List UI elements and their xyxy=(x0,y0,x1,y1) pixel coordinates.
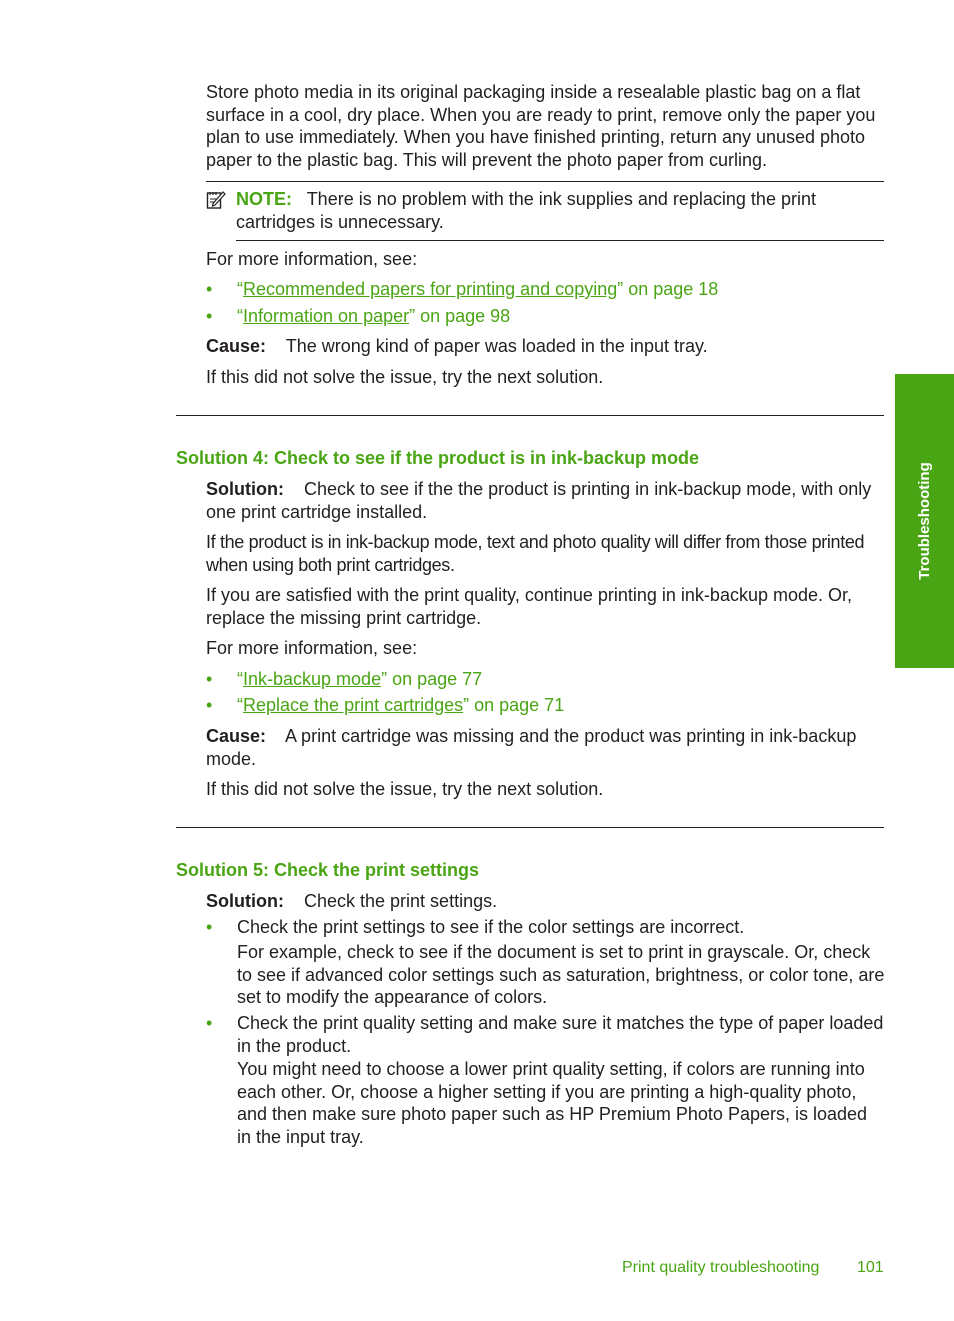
bullet-icon: • xyxy=(206,306,213,326)
solution-paragraph xyxy=(206,890,886,913)
section-rule xyxy=(176,827,884,828)
text-line: Check the print settings to see if the color settings are incorrect. xyxy=(237,917,745,937)
text-line: one print cartridge installed. xyxy=(206,501,428,522)
quote-mark: “ xyxy=(237,695,243,715)
text-line: each other. Or, choose a higher setting if you are printing a high-quality photo, xyxy=(237,1081,857,1102)
note-icon xyxy=(206,190,226,210)
text-line: mode. xyxy=(206,748,257,769)
quote-mark: “ xyxy=(237,669,243,689)
cause-text: The wrong kind of paper was loaded in the input tray. xyxy=(285,336,708,356)
text-line: plan to use immediately. When you have finished printing, return any unused photo xyxy=(206,127,866,147)
text-line: to see if advanced color settings such as saturation, brightness, or color tone, are xyxy=(237,964,885,985)
page-number: 101 xyxy=(857,1259,884,1276)
cause-paragraph xyxy=(206,725,886,770)
text-line: in the product. xyxy=(237,1035,352,1056)
text-line: surface in a cool, dry place. When you are ready to print, remove only the paper you xyxy=(206,104,876,125)
text-line: Store photo media in its original packaging inside a resealable plastic bag on a flat xyxy=(206,82,861,102)
link-text[interactable]: Information on paper xyxy=(243,306,410,326)
bullet-icon: • xyxy=(206,279,213,299)
list-item xyxy=(237,1012,887,1148)
cross-reference-link[interactable] xyxy=(237,694,564,717)
text-line: If you are satisfied with the print quality, continue printing in ink-backup mode. Or, xyxy=(206,585,853,605)
link-page: ” on page 98 xyxy=(409,306,511,326)
cause-paragraph xyxy=(206,335,886,358)
quote-mark: “ xyxy=(237,306,243,326)
link-text[interactable]: Recommended papers for printing and copying xyxy=(243,279,618,299)
section-rule xyxy=(176,415,884,416)
solution-paragraph xyxy=(206,478,886,523)
text-line: when using both print cartridges. xyxy=(206,554,455,575)
paragraph xyxy=(206,584,886,629)
text-line: replace the missing print cartridge. xyxy=(206,607,482,628)
cross-reference-link[interactable] xyxy=(237,278,718,301)
solution-label: Solution: xyxy=(206,891,284,911)
text-line: For example, check to see if the document is set to print in grayscale. Or, check xyxy=(237,942,871,962)
note-bottom-rule xyxy=(236,240,884,241)
text-line: Check to see if the the product is printing in ink-backup mode, with only xyxy=(304,479,872,499)
text-line: set to modify the appearance of colors. xyxy=(237,987,548,1007)
bullet-icon: • xyxy=(206,917,213,937)
bullet-icon: • xyxy=(206,695,213,715)
text-line: You might need to choose a lower print quality setting, if colors are running into xyxy=(237,1059,865,1079)
intro-paragraph xyxy=(206,81,886,171)
quote-mark: “ xyxy=(237,279,243,299)
link-page: ” on page 18 xyxy=(617,279,719,299)
note-line: There is no problem with the ink supplies and replacing the print xyxy=(306,189,816,209)
cause-label: Cause: xyxy=(206,726,267,746)
text-line: A print cartridge was missing and the product was printing in ink-backup xyxy=(285,726,857,746)
text-line: in the input tray. xyxy=(237,1126,364,1147)
note-top-rule xyxy=(206,181,884,182)
footer-section-title: Print quality troubleshooting xyxy=(622,1259,820,1276)
link-page: ” on page 71 xyxy=(463,695,565,715)
text-line: Check the print quality setting and make sure it matches the type of paper loaded xyxy=(237,1013,884,1033)
section-heading: Solution 5: Check the print settings xyxy=(176,860,480,880)
text-line: If the product is in ink-backup mode, text and photo quality will differ from those printed xyxy=(206,532,865,552)
section-side-tab xyxy=(895,374,954,668)
bullet-icon: • xyxy=(206,669,213,689)
cross-reference-link[interactable] xyxy=(237,668,482,691)
text-line: Check the print settings. xyxy=(304,891,498,911)
list-item xyxy=(237,916,887,1009)
note-text xyxy=(236,188,886,233)
note-line: cartridges is unnecessary. xyxy=(236,211,444,232)
more-info-label: For more information, see: xyxy=(206,249,418,269)
next-solution-text: If this did not solve the issue, try the next solution. xyxy=(206,367,604,387)
paragraph xyxy=(206,531,886,576)
more-info-label: For more information, see: xyxy=(206,638,418,658)
cross-reference-link[interactable] xyxy=(237,305,510,328)
section-heading: Solution 4: Check to see if the product is in ink-backup mode xyxy=(176,448,700,468)
link-text[interactable]: Replace the print cartridges xyxy=(243,695,464,715)
text-line: paper to the plastic bag. This will prevent the photo paper from curling. xyxy=(206,149,767,170)
solution-label: Solution: xyxy=(206,479,284,499)
next-solution-text: If this did not solve the issue, try the next solution. xyxy=(206,779,604,799)
link-text[interactable]: Ink-backup mode xyxy=(243,669,382,689)
side-tab-label: Troubleshooting xyxy=(915,462,933,580)
text-line: and then make sure photo paper such as HP Premium Photo Papers, is loaded xyxy=(237,1104,868,1124)
bullet-icon: • xyxy=(206,1013,213,1033)
link-page: ” on page 77 xyxy=(381,669,483,689)
note-label: NOTE: xyxy=(236,189,292,209)
cause-label: Cause: xyxy=(206,336,267,356)
